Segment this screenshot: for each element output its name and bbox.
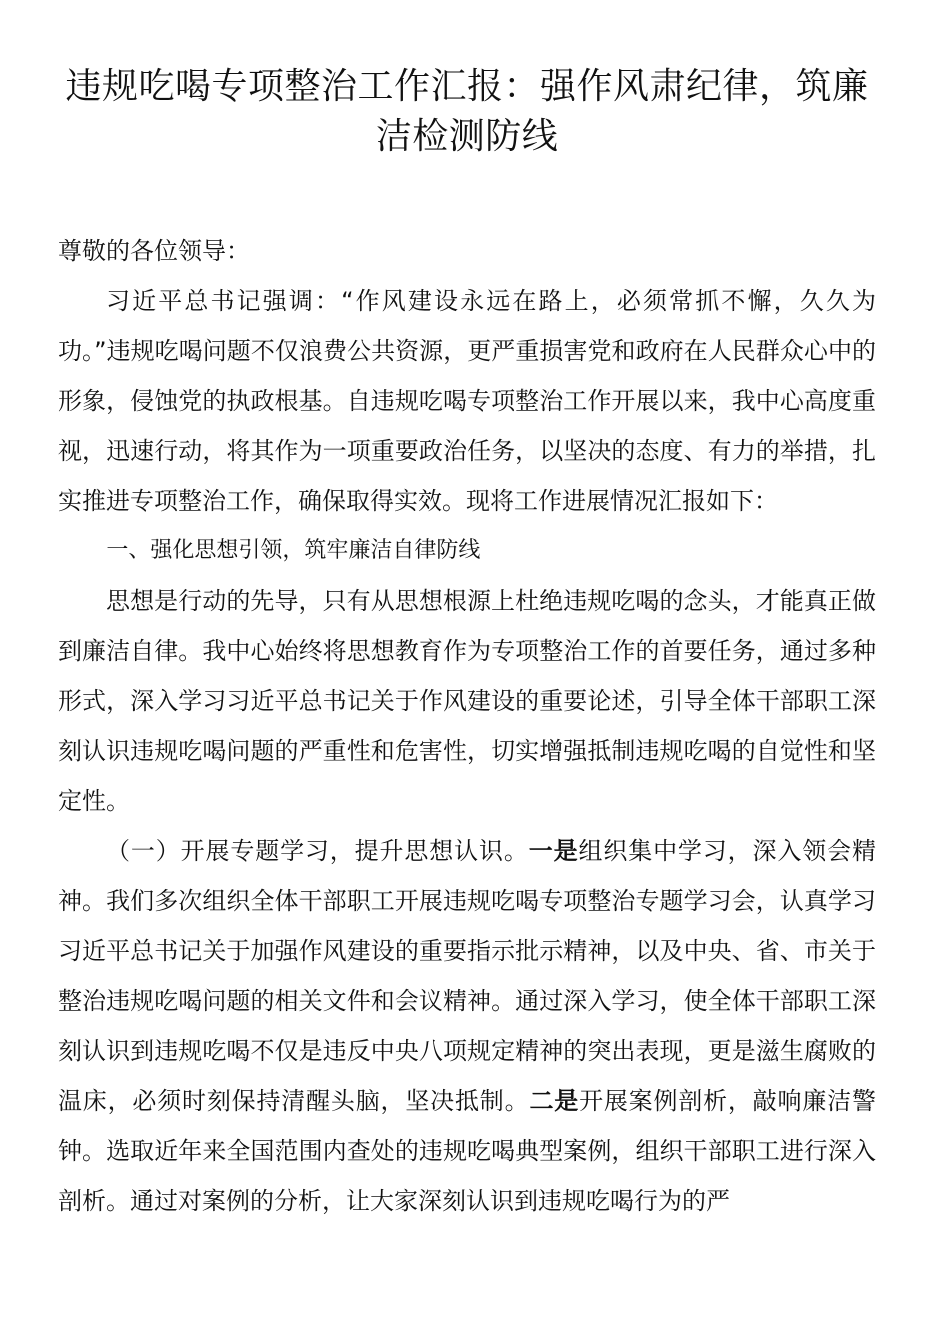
subsection-1-lead: （一）开展专题学习，提升思想认识。 (106, 837, 529, 865)
point-text-1: 组织集中学习，深入领会精神。我们多次组织全体干部职工开展违规吃喝专项整治专题学习会，认真学习习近平总书记关于加强作风建设的重要指示批示精神，以及中央、省、市关于整治违规吃喝问题的相关文件和会议精神。通过深入学习，使全体干部职工深刻认识到违规吃喝不仅是违反中央八项规定精神的突出表现，更是滋生腐败的温床，必须时刻保持清醒头脑，坚决抵制。 (58, 837, 877, 1115)
point-marker-2: 二是 (529, 1087, 580, 1115)
section-1-paragraph: 思想是行动的先导，只有从思想根源上杜绝违规吃喝的念头，才能真正做到廉洁自律。我中心始终将思想教育作为专项整治工作的首要任务，通过多种形式，深入学习习近平总书记关于作风建设的重要论述，引导全体干部职工深刻认识违规吃喝问题的严重性和危害性，切实增强抵制违规吃喝的自觉性和坚定性。 (58, 587, 876, 815)
intro-paragraph: 习近平总书记强调：“作风建设永远在路上，必须常抓不懈，久久为功。”违规吃喝问题不仅浪费公共资源，更严重损害党和政府在人民群众心中的形象，侵蚀党的执政根基。自违规吃喝专项整治工作开展以来，我中心高度重视，迅速行动，将其作为一项重要政治任务，以坚决的态度、有力的举措，扎实推进专项整治工作，确保取得实效。现将工作进展情况汇报如下： (58, 287, 876, 515)
point-text-2: 开展案例剖析，敲响廉洁警钟。选取近年来全国范围内查处的违规吃喝典型案例，组织干部职工进行深入剖析。通过对案例的分析，让大家深刻认识到违规吃喝行为的严 (58, 1087, 876, 1215)
section-1-heading: 一、强化思想引领，筑牢廉洁自律防线 (106, 538, 481, 563)
subsection-1-paragraph (58, 826, 876, 1226)
salutation: 尊敬的各位领导： (58, 237, 250, 265)
document-title: 违规吃喝专项整治工作汇报：强作风肃纪律，筑廉洁检测防线 (65, 66, 869, 157)
point-marker-1: 一是 (528, 837, 579, 865)
